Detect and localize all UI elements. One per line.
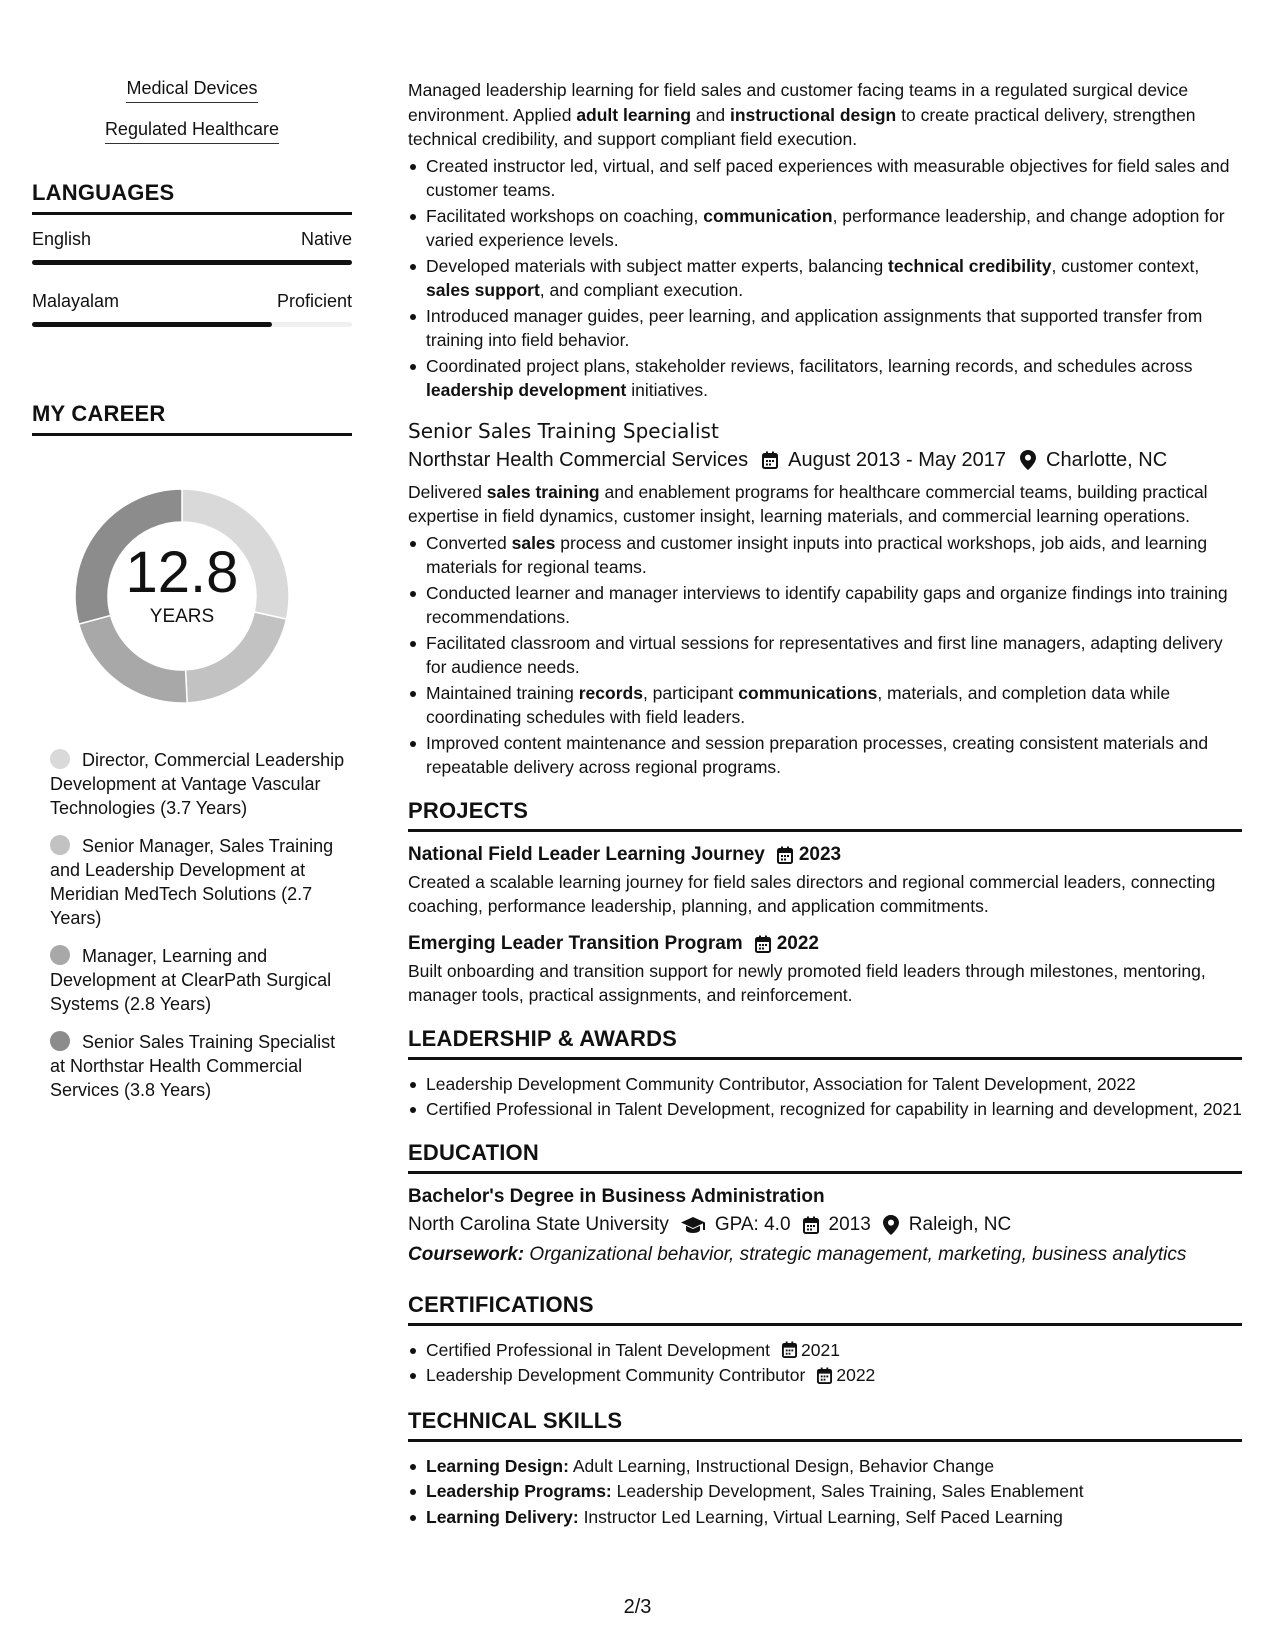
skills-list bbox=[408, 1454, 1242, 1530]
job-summary bbox=[408, 480, 1242, 529]
tag-item bbox=[32, 78, 352, 103]
map-pin-icon bbox=[1020, 450, 1036, 470]
list-item bbox=[408, 1454, 1242, 1479]
page-number: 2/3 bbox=[623, 1596, 652, 1618]
project-title: Emerging Leader Transition Program bbox=[408, 932, 743, 954]
calendar-icon bbox=[803, 1216, 819, 1234]
list-item bbox=[408, 531, 1242, 580]
certification-name: Leadership Development Community Contributor bbox=[426, 1365, 806, 1385]
map-pin-icon bbox=[883, 1215, 899, 1235]
list-item: Introduced manager guides, peer learning, and application assignments that supported transfer from training into field behavior. bbox=[408, 304, 1242, 353]
language-name: English bbox=[32, 229, 92, 249]
project-description: Built onboarding and transition support for newly promoted field leaders through milestones, mentoring, manager tools, practical assignments, and reinforcement. bbox=[408, 960, 1206, 1005]
text: , customer context, bbox=[1051, 255, 1200, 276]
tag-label: Regulated Healthcare bbox=[105, 119, 279, 144]
certification-year: 2021 bbox=[801, 1339, 840, 1360]
text: Managed leadership learning for field sales and customer facing teams in a regulated surgical device environment. Applied bbox=[408, 80, 1189, 125]
project-item bbox=[408, 933, 1242, 1008]
keyword: sales training bbox=[486, 481, 600, 502]
calendar-icon bbox=[755, 935, 771, 953]
skill-values: Adult Learning, Instructional Design, Behavior Change bbox=[568, 1455, 995, 1476]
project-year: 2023 bbox=[798, 843, 842, 865]
language-proficiency-fill bbox=[32, 322, 272, 327]
career-donut-chart bbox=[62, 476, 302, 716]
keyword: sales support bbox=[426, 280, 540, 300]
list-item bbox=[408, 354, 1242, 403]
skill-category: Learning Delivery: bbox=[426, 1506, 579, 1527]
coursework-text: Organizational behavior, strategic management, marketing, business analytics bbox=[524, 1243, 1187, 1265]
degree-title: Bachelor's Degree in Business Administration bbox=[408, 1185, 825, 1207]
career-legend-label: Director, Commercial Leadership Development at Vantage Vascular Technologies (3.7 Years) bbox=[50, 750, 345, 818]
project-year: 2022 bbox=[776, 932, 819, 954]
career-heading: MY CAREER bbox=[32, 401, 352, 436]
list-item bbox=[408, 681, 1242, 730]
language-level: Native bbox=[300, 229, 352, 249]
text: Converted bbox=[426, 532, 512, 553]
job-dates: August 2013 - May 2017 bbox=[788, 448, 1007, 471]
list-item: Certified Professional in Talent Development, recognized for capability in learning and development, 2021 bbox=[408, 1097, 1242, 1122]
calendar-icon bbox=[777, 846, 793, 864]
list-item bbox=[408, 254, 1242, 303]
job-location: Charlotte, NC bbox=[1046, 448, 1168, 471]
legend-dot bbox=[50, 945, 70, 965]
career-total-value: 12.8 bbox=[125, 540, 239, 605]
text: , participant bbox=[642, 682, 739, 703]
career-total-unit: YEARS bbox=[149, 606, 215, 627]
calendar-icon bbox=[762, 451, 778, 469]
career-legend-item bbox=[50, 1030, 352, 1102]
keyword: records bbox=[578, 682, 643, 703]
list-item bbox=[408, 1505, 1242, 1530]
project-item bbox=[408, 844, 1242, 919]
calendar-icon bbox=[782, 1341, 797, 1358]
skill-values: Leadership Development, Sales Training, Sales Enablement bbox=[611, 1481, 1084, 1501]
career-legend-label: Senior Manager, Sales Training and Leadership Development at Meridian MedTech Solutions (2.7 Years) bbox=[50, 836, 334, 928]
language-name: Malayalam bbox=[32, 291, 120, 311]
language-proficiency-bar bbox=[32, 322, 352, 327]
awards-heading: LEADERSHIP & AWARDS bbox=[408, 1026, 1242, 1060]
list-item bbox=[408, 1479, 1242, 1504]
legend-dot bbox=[50, 1031, 70, 1051]
school-name: North Carolina State University bbox=[408, 1213, 669, 1235]
legend-dot bbox=[50, 835, 70, 855]
keyword: adult learning bbox=[576, 104, 692, 125]
keyword: communication bbox=[703, 205, 833, 226]
tag-item bbox=[32, 119, 352, 144]
text: process and customer insight inputs into practical workshops, job aids, and learning materials for regional teams. bbox=[426, 532, 1208, 577]
list-item: Improved content maintenance and session preparation processes, creating consistent materials and repeatable delivery across regional programs. bbox=[408, 731, 1242, 780]
career-legend-item bbox=[50, 944, 352, 1016]
languages-list bbox=[32, 229, 352, 327]
project-title: National Field Leader Learning Journey bbox=[408, 843, 765, 865]
graduation-cap-icon bbox=[681, 1216, 705, 1234]
text: and enablement programs for healthcare commercial teams, building practical expertise in field dynamics, customer insight, learning materials, and commercial learning operations. bbox=[408, 481, 1208, 526]
career-legend-label: Senior Sales Training Specialist at Northstar Health Commercial Services (3.8 Years) bbox=[50, 1032, 336, 1100]
job-bullets bbox=[408, 531, 1242, 780]
language-item bbox=[32, 291, 352, 327]
skill-values: Instructor Led Learning, Virtual Learning, Self Paced Learning bbox=[578, 1506, 1063, 1527]
certifications-heading: CERTIFICATIONS bbox=[408, 1292, 1242, 1326]
job-meta bbox=[408, 449, 1242, 472]
awards-list bbox=[408, 1072, 1242, 1122]
language-level: Proficient bbox=[276, 291, 352, 311]
career-legend bbox=[32, 748, 352, 1102]
text: Developed materials with subject matter experts, balancing bbox=[426, 255, 889, 276]
calendar-icon bbox=[817, 1367, 832, 1384]
list-item bbox=[408, 1363, 1242, 1388]
legend-dot bbox=[50, 749, 70, 769]
gpa: GPA: 4.0 bbox=[714, 1213, 791, 1235]
list-item bbox=[408, 204, 1242, 253]
list-item bbox=[408, 1338, 1242, 1363]
list-item: Conducted learner and manager interviews to identify capability gaps and organize findings into training recommendations. bbox=[408, 581, 1242, 630]
school-location: Raleigh, NC bbox=[908, 1213, 1012, 1235]
list-item: Created instructor led, virtual, and self paced experiences with measurable objectives for field sales and customer teams. bbox=[408, 154, 1242, 203]
career-legend-label: Manager, Learning and Development at ClearPath Surgical Systems (2.8 Years) bbox=[50, 946, 332, 1014]
career-legend-item bbox=[50, 834, 352, 930]
skill-category: Leadership Programs: bbox=[426, 1481, 612, 1501]
project-description: Created a scalable learning journey for field sales directors and regional commercial leaders, connecting coaching, performance leadership, planning, and application commitments. bbox=[408, 871, 1216, 916]
keyword: technical credibility bbox=[888, 255, 1052, 276]
coursework bbox=[408, 1244, 1242, 1266]
certification-year: 2022 bbox=[836, 1365, 876, 1385]
skill-category: Learning Design: bbox=[426, 1455, 569, 1476]
text: , materials, and completion data while coordinating schedules with field leaders. bbox=[426, 682, 1171, 727]
education-meta bbox=[408, 1214, 1242, 1236]
text: Facilitated workshops on coaching, bbox=[426, 205, 704, 226]
text: and bbox=[691, 104, 730, 125]
text: initiatives. bbox=[626, 380, 709, 400]
text: , and compliant execution. bbox=[539, 280, 744, 300]
coursework-label: Coursework: bbox=[408, 1243, 525, 1265]
chart-center bbox=[62, 542, 302, 628]
company-name: Northstar Health Commercial Services bbox=[408, 448, 749, 471]
list-item: Leadership Development Community Contributor, Association for Talent Development, 2022 bbox=[408, 1072, 1242, 1097]
language-proficiency-bar bbox=[32, 260, 352, 265]
text: , performance leadership, and change adoption for varied experience levels. bbox=[426, 205, 1225, 250]
text: Maintained training bbox=[426, 682, 579, 703]
text: to create practical delivery, strengthen technical credibility, and support compliant field execution. bbox=[408, 104, 1196, 149]
career-donut-segment bbox=[79, 615, 187, 703]
certifications-list bbox=[408, 1338, 1242, 1388]
keyword: sales bbox=[511, 532, 556, 553]
text: Delivered bbox=[408, 481, 487, 502]
intro-bullets bbox=[408, 154, 1242, 403]
tag-label: Medical Devices bbox=[126, 78, 257, 103]
keyword: leadership development bbox=[426, 380, 627, 400]
keyword: instructional design bbox=[729, 104, 897, 125]
job-title: Senior Sales Training Specialist bbox=[408, 418, 719, 443]
languages-heading: LANGUAGES bbox=[32, 180, 352, 215]
graduation-year: 2013 bbox=[828, 1213, 871, 1235]
sidebar bbox=[32, 78, 352, 1116]
projects-heading: PROJECTS bbox=[408, 798, 1242, 832]
skills-heading: TECHNICAL SKILLS bbox=[408, 1408, 1242, 1442]
main-content bbox=[408, 78, 1242, 1530]
education-heading: EDUCATION bbox=[408, 1140, 1242, 1174]
certification-name: Certified Professional in Talent Development bbox=[426, 1339, 771, 1360]
language-item bbox=[32, 229, 352, 265]
career-legend-item bbox=[50, 748, 352, 820]
keyword: communications bbox=[738, 682, 878, 703]
list-item: Facilitated classroom and virtual sessions for representatives and first line managers, adapting delivery for audience needs. bbox=[408, 631, 1242, 680]
text: Coordinated project plans, stakeholder reviews, facilitators, learning records, and schedules across bbox=[426, 355, 1193, 376]
intro-paragraph bbox=[408, 78, 1242, 152]
language-proficiency-fill bbox=[32, 260, 352, 265]
